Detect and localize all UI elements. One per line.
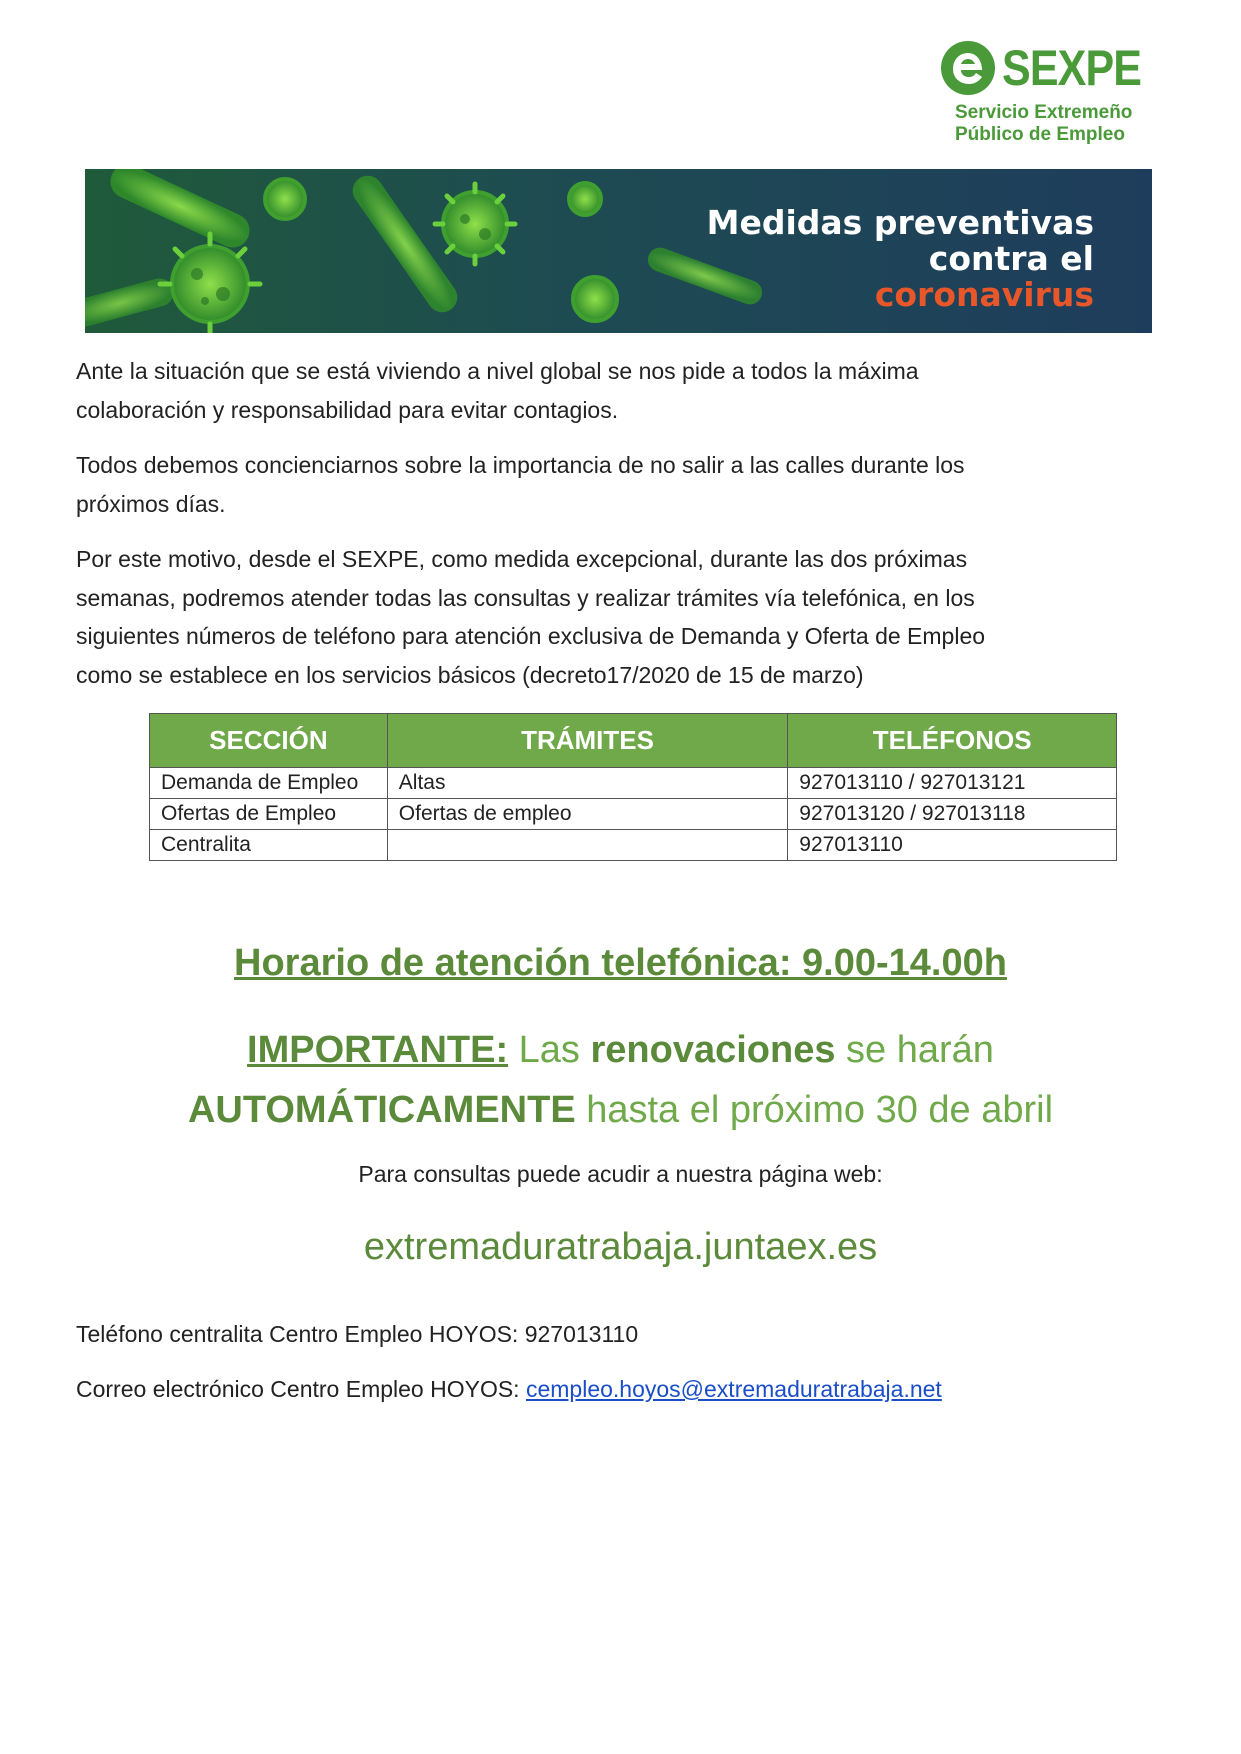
cell-seccion: Centralita xyxy=(150,830,388,861)
important-text2: se harán xyxy=(835,1029,994,1071)
cell-seccion: Ofertas de Empleo xyxy=(150,799,388,830)
contact-email-label: Correo electrónico Centro Empleo HOYOS: xyxy=(76,1376,526,1402)
phone-table xyxy=(149,713,1117,861)
important-line2 xyxy=(0,1080,1241,1140)
contact-email-line xyxy=(76,1373,942,1405)
table-header-row xyxy=(150,714,1117,768)
banner-title xyxy=(707,205,1094,313)
cell-telefonos: 927013110 xyxy=(788,830,1117,861)
contact-phone: Teléfono centralita Centro Empleo HOYOS: 927013110 xyxy=(76,1321,639,1347)
logo-subtitle xyxy=(955,102,1132,146)
banner-line1: Medidas preventivas xyxy=(706,203,1094,242)
banner-line2: contra el xyxy=(928,239,1094,278)
paragraph-3-line1: Por este motivo, desde el SEXPE, como medida excepcional, durante las dos próximas xyxy=(76,546,968,572)
important-line1 xyxy=(0,1020,1241,1080)
paragraph-3-line4: como se establece en los servicios básicos (decreto17/2020 de 15 de marzo) xyxy=(76,661,864,688)
important-label: IMPORTANTE: xyxy=(247,1029,509,1071)
coronavirus-banner xyxy=(85,169,1152,333)
paragraph-1 xyxy=(76,352,1166,429)
paragraph-3-line2: semanas, podremos atender todas las consultas y realizar trámites vía telefónica, en los xyxy=(76,584,975,611)
table-row xyxy=(150,768,1117,799)
cell-seccion: Demanda de Empleo xyxy=(150,768,388,799)
table-row xyxy=(150,830,1117,861)
important-renovaciones: renovaciones xyxy=(590,1029,836,1071)
paragraph-2-line2: próximos días. xyxy=(76,490,226,517)
important-notice xyxy=(0,1020,1241,1140)
header-seccion: SECCIÓN xyxy=(150,714,388,768)
table-row xyxy=(150,799,1117,830)
header-tramites: TRÁMITES xyxy=(387,714,788,768)
sexpe-e-icon xyxy=(940,40,996,96)
important-text3: hasta el próximo 30 de abril xyxy=(575,1089,1054,1131)
paragraph-2-line1: Todos debemos concienciarnos sobre la importancia de no salir a las calles durante los xyxy=(76,452,965,478)
contact-email-link[interactable]: cempleo.hoyos@extremaduratrabaja.net xyxy=(525,1376,942,1402)
sexpe-logo xyxy=(940,40,1150,145)
cell-telefonos: 927013110 / 927013121 xyxy=(788,768,1117,799)
paragraph-3 xyxy=(76,540,1166,694)
paragraph-1-line1: Ante la situación que se está viviendo a nivel global se nos pide a todos la máxima xyxy=(76,358,919,384)
header-telefonos: TELÉFONOS xyxy=(788,714,1117,768)
paragraph-3-line3: siguientes números de teléfono para atención exclusiva de Demanda y Oferta de Empleo xyxy=(76,623,986,649)
paragraph-1-line2: colaboración y responsabilidad para evitar contagios. xyxy=(76,396,619,423)
important-text1: Las xyxy=(508,1029,591,1071)
banner-line3: coronavirus xyxy=(874,275,1094,314)
paragraph-2 xyxy=(76,446,1166,523)
cell-telefonos: 927013120 / 927013118 xyxy=(788,799,1117,830)
cell-tramites: Altas xyxy=(387,768,788,799)
consult-text: Para consultas puede acudir a nuestra página web: xyxy=(358,1161,883,1187)
important-automaticamente: AUTOMÁTICAMENTE xyxy=(187,1089,576,1131)
logo-brand: SEXPE xyxy=(1002,40,1142,96)
logo-line1: Servicio Extremeño xyxy=(955,102,1133,123)
phone-hours: Horario de atención telefónica: 9.00-14.00h xyxy=(234,942,1007,984)
cell-tramites: Ofertas de empleo xyxy=(387,799,788,830)
website-link[interactable]: extremaduratrabaja.juntaex.es xyxy=(363,1226,878,1268)
logo-line2: Público de Empleo xyxy=(955,124,1125,145)
cell-tramites xyxy=(387,830,788,861)
